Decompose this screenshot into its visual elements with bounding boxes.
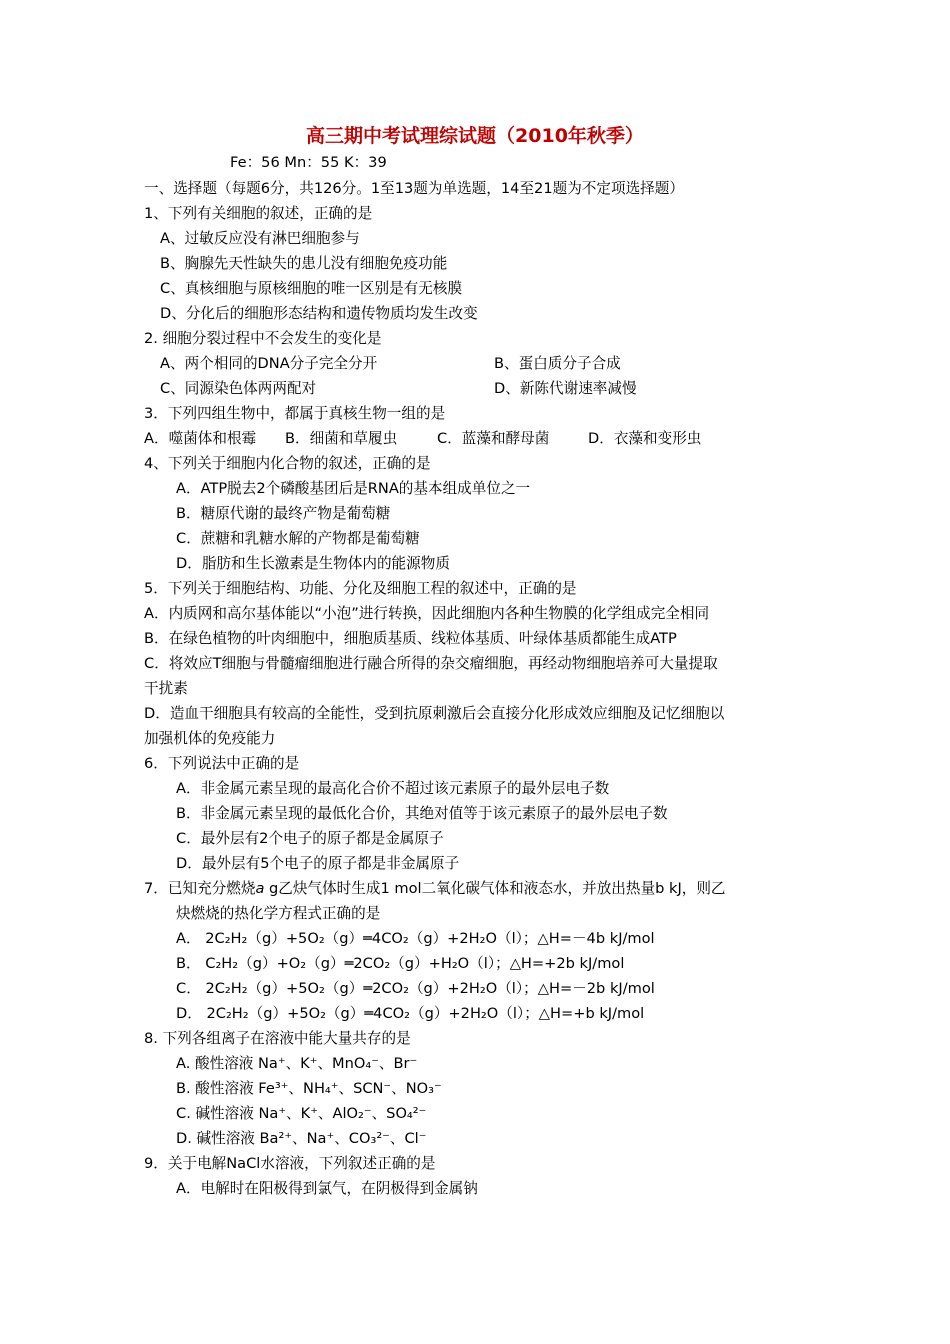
question-7-stem-line2: 炔燃烧的热化学方程式正确的是 (176, 905, 381, 922)
question-5-option-d-line2: 加强机体的免疫能力 (144, 730, 276, 747)
question-7-option-c-prefix: C． (176, 980, 201, 997)
atomic-masses: Fe：56 Mn：55 K：39 (230, 154, 387, 171)
question-8-stem: 8. 下列各组离子在溶液中能大量共存的是 (144, 1030, 411, 1047)
question-6-option-a: A．非金属元素呈现的最高化合价不超过该元素原子的最外层电子数 (176, 780, 610, 797)
question-5-stem: 5．下列关于细胞结构、功能、分化及细胞工程的叙述中，正确的是 (144, 580, 577, 597)
question-2-option-c: C、同源染色体两两配对 (160, 380, 317, 397)
question-1-option-d: D、分化后的细胞形态结构和遗传物质均发生改变 (160, 305, 478, 322)
question-7-option-c-equation: 2C₂H₂（g）+5O₂（g）═2CO₂（g）+2H₂O（l）；△H=－2b kJ/mol (205, 980, 655, 997)
question-7-option-c (176, 980, 655, 998)
question-7-option-b-equation: C₂H₂（g）+O₂（g）═2CO₂（g）+H₂O（l）；△H=+2b kJ/mol (205, 955, 625, 972)
question-1-option-b: B、胸腺先天性缺失的患儿没有细胞免疫功能 (160, 255, 448, 272)
question-5-option-c-line2: 干扰素 (144, 680, 188, 697)
question-1-stem: 1、下列有关细胞的叙述，正确的是 (144, 205, 373, 222)
question-5-option-c-line1: C．将效应T细胞与骨髓瘤细胞进行融合所得的杂交瘤细胞，再经动物细胞培养可大量提取 (144, 655, 718, 672)
question-7-option-b (176, 955, 624, 973)
question-7-option-a-equation: 2C₂H₂（g）+5O₂（g）═4CO₂（g）+2H₂O（l）；△H=－4b kJ/mol (205, 930, 655, 947)
question-7-option-d-prefix: D． (176, 1005, 202, 1022)
question-8-option-b: B. 酸性溶液 Fe³⁺、NH₄⁺、SCN⁻、NO₃⁻ (176, 1080, 442, 1097)
page-title: 高三期中考试理综试题（2010年秋季） (306, 125, 644, 147)
question-3-option-c: C．蓝藻和酵母菌 (437, 430, 550, 447)
question-7-option-d-equation: 2C₂H₂（g）+5O₂（g）═4CO₂（g）+2H₂O（l）；△H=+b kJ/mol (206, 1005, 645, 1022)
question-3-stem: 3．下列四组生物中，都属于真核生物一组的是 (144, 405, 446, 422)
question-4-option-a: A．ATP脱去2个磷酸基团后是RNA的基本组成单位之一 (176, 480, 531, 497)
question-1-option-a: A、过敏反应没有淋巴细胞参与 (160, 230, 360, 247)
question-6-option-d: D．最外层有5个电子的原子都是非金属原子 (176, 855, 460, 872)
question-5-option-b: B．在绿色植物的叶肉细胞中，细胞质基质、线粒体基质、叶绿体基质都能生成ATP (144, 630, 677, 647)
question-8-option-a: A. 酸性溶液 Na⁺、K⁺、MnO₄⁻、Br⁻ (176, 1055, 418, 1072)
section-header: 一、选择题（每题6分，共126分。1至13题为单选题，14至21题为不定项选择题） (144, 180, 684, 197)
question-3-option-a: A．噬菌体和根霉 (144, 430, 257, 447)
question-6-stem: 6．下列说法中正确的是 (144, 755, 300, 772)
question-7-option-a-prefix: A． (176, 930, 201, 947)
question-7-option-d (176, 1005, 644, 1023)
question-6-option-c: C．最外层有2个电子的原子都是金属原子 (176, 830, 444, 847)
question-3-option-d: D．衣藻和变形虫 (588, 430, 702, 447)
question-2-stem: 2. 细胞分裂过程中不会发生的变化是 (144, 330, 382, 347)
question-7-option-b-prefix: B． (176, 955, 201, 972)
question-7-option-a (176, 930, 655, 948)
question-8-option-c: C. 碱性溶液 Na⁺、K⁺、AlO₂⁻、SO₄²⁻ (176, 1105, 427, 1122)
question-9-stem: 9．关于电解NaCl水溶液，下列叙述正确的是 (144, 1155, 436, 1172)
question-2-option-d: D、新陈代谢速率减慢 (494, 380, 637, 397)
question-4-option-b: B．糖原代谢的最终产物是葡萄糖 (176, 505, 391, 522)
question-4-stem: 4、下列关于细胞内化合物的叙述，正确的是 (144, 455, 431, 472)
question-2-option-a: A、两个相同的DNA分子完全分开 (160, 355, 378, 372)
question-7-stem-line1 (144, 880, 726, 898)
question-5-option-a: A．内质网和高尔基体能以“小泡”进行转换，因此细胞内各种生物膜的化学组成完全相同 (144, 605, 710, 622)
question-9-option-a: A．电解时在阳极得到氯气，在阴极得到金属钠 (176, 1180, 478, 1197)
question-8-option-d: D. 碱性溶液 Ba²⁺、Na⁺、CO₃²⁻、Cl⁻ (176, 1130, 427, 1147)
question-4-option-d: D．脂肪和生长激素是生物体内的能源物质 (176, 555, 450, 572)
question-6-option-b: B．非金属元素呈现的最低化合价，其绝对值等于该元素原子的最外层电子数 (176, 805, 668, 822)
question-2-option-b: B、蛋白质分子合成 (494, 355, 621, 372)
question-7-stem-part2: g乙炔气体时生成1 mol二氧化碳气体和液态水，并放出热量b kJ，则乙 (264, 880, 726, 897)
question-3-option-b: B．细菌和草履虫 (285, 430, 398, 447)
question-7-stem-part1: 7．已知充分燃烧 (144, 880, 256, 897)
question-5-option-d-line1: D．造血干细胞具有较高的全能性，受到抗原刺激后会直接分化形成效应细胞及记忆细胞以 (144, 705, 725, 722)
question-7-variable-a: a (255, 880, 265, 897)
question-4-option-c: C．蔗糖和乳糖水解的产物都是葡萄糖 (176, 530, 420, 547)
question-1-option-c: C、真核细胞与原核细胞的唯一区别是有无核膜 (160, 280, 463, 297)
